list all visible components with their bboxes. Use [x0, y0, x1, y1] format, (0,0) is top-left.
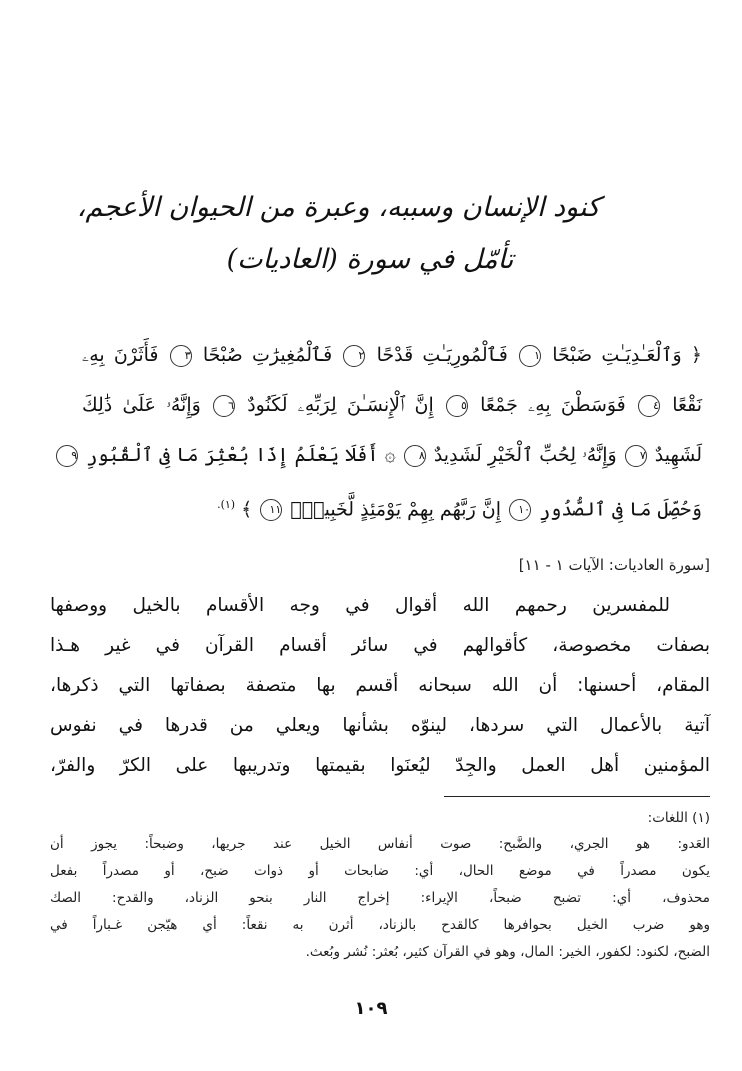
verse-text: ۞ أَفَلَا يَعْلَمُ إِذَا بُعْثِرَ مَا فِى ٱلْقُبُورِ [86, 444, 396, 466]
footnote-divider [444, 796, 710, 797]
footnote-line: الضبح، لكنود: لكفور، الخير: المال، وهو في القرآن كثير، بُعثر: نُشر وبُعث. [305, 944, 710, 960]
verse-text: ﴿ وَٱلْعَـٰدِيَـٰتِ ضَبْحًا [552, 344, 702, 366]
verse-text: فَٱلْمُورِيَـٰتِ قَدْحًا [376, 344, 508, 366]
footnote-lines [50, 831, 710, 966]
footnotes-block [50, 805, 710, 966]
quran-verses-block [71, 330, 703, 530]
verse-number-marker: ١١ [260, 499, 282, 521]
verse-text: فَٱلْمُغِيرَٰتِ صُبْحًا [202, 344, 333, 366]
verse-line [82, 380, 702, 430]
verse-line [82, 330, 702, 380]
footnote-reference: (١). [217, 498, 236, 511]
verse-number-marker: ١ [519, 345, 541, 367]
chapter-title-line-2: تأمّل في سورة (العاديات) [226, 244, 514, 275]
commentary-line: المقام، أحسنها: أن الله سبحانه أقسم بها متصفة بصفاتها التي ذكرها، [50, 675, 710, 696]
footnote-line: العَدو: هو الجري، والضَّبح: صوت أنفاس الخيل عند جريها، وضبحاً: يجوز أن [50, 836, 710, 852]
verse-text: وَإِنَّهُۥ لِحُبِّ ٱلْخَيْرِ لَشَدِيدٌ [433, 444, 617, 466]
commentary-line: بصفات مخصوصة، كأقوالهم في سائر أقسام القرآن في غير هـذا [50, 635, 710, 656]
page-number: ١٠٩ [354, 998, 388, 1019]
verse-number-marker: ٣ [170, 345, 192, 367]
verse-text: وَحُصِّلَ مَا فِى ٱلصُّدُورِ [539, 498, 702, 521]
verse-number-marker: ٨ [404, 445, 426, 467]
chapter-title-line-1: كنود الإنسان وسببه، وعبرة من الحيوان الأعجم، [76, 192, 600, 223]
verse-line [71, 430, 702, 480]
footnote-line: وهو ضرب الخيل بحوافرها كالقدح بالزناد، أثرن به نقعاً: أي هيّجن غـباراً في [50, 917, 710, 933]
footnote-line: محذوف، أي: تضبح ضبحاً، الإيراء: إخراج النار بنحو الزناد، والقدح: الصك [50, 890, 710, 906]
verse-number-marker: ٢ [343, 345, 365, 367]
verse-number-marker: ٩ [56, 445, 78, 467]
commentary-line: للمفسرين رحمهم الله أقوال في وجه الأقسام بالخيل ووصفها [50, 595, 670, 616]
verse-text: ﴾ [241, 498, 253, 521]
commentary-line: آتية بالأعمال التي سردها، لينوّه بشأنها ويعلي من قدرها في نفوس [50, 715, 710, 736]
verse-text: لَشَهِيدٌ [654, 444, 702, 466]
verse-text: إِنَّ ٱلْإِنسَـٰنَ لِرَبِّهِۦ لَكَنُودٌ [247, 394, 434, 416]
verse-text: فَوَسَطْنَ بِهِۦ جَمْعًا [480, 394, 626, 416]
verse-text: وَإِنَّهُۥ عَلَىٰ ذَٰلِكَ [82, 394, 201, 416]
footnote-line: يكون مصدراً في موضع الحال، أي: ضابحات أو ذوات ضبح، أو مصدراً بفعل [50, 863, 710, 879]
verse-number-marker: ٧ [625, 445, 647, 467]
verse-line [82, 480, 702, 530]
footnote-label: (١) اللغات: [647, 810, 710, 826]
verse-number-marker: ٦ [213, 395, 235, 417]
commentary-paragraph [50, 586, 710, 786]
chapter-title [76, 182, 600, 286]
verse-number-marker: ١٠ [509, 499, 531, 521]
verse-text: نَقْعًا [672, 394, 703, 416]
commentary-line: المؤمنين أهل العمل والجِدّ ليُعنَوا بقيمتها وتدريبها على الكرّ والفرّ، [50, 755, 710, 776]
verse-number-marker: ٤ [638, 395, 660, 417]
verse-number-marker: ٥ [446, 395, 468, 417]
verse-text: إِنَّ رَبَّهُم بِهِمْ يَوْمَئِذٍ لَّخَبِيرٌۢ [290, 498, 502, 521]
verse-text: فَأَثَرْنَ بِهِۦ [82, 344, 159, 366]
verse-source-reference: [سورة العاديات: الآيات ١ - ١١] [518, 556, 710, 574]
